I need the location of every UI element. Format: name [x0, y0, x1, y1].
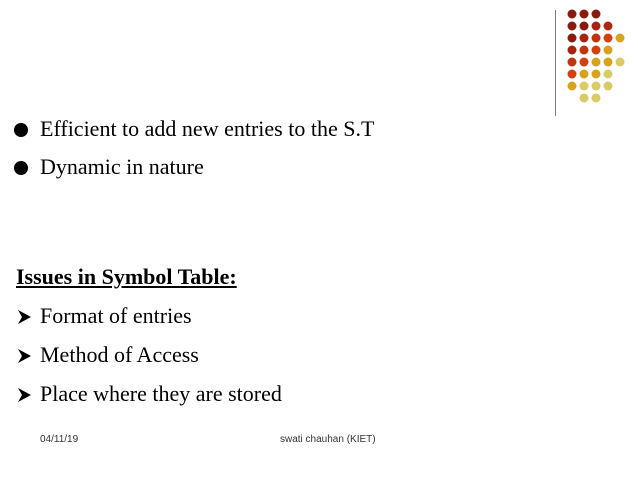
dot	[580, 10, 589, 19]
dot	[604, 46, 613, 55]
dot	[592, 58, 601, 67]
dot	[592, 70, 601, 79]
dot	[580, 46, 589, 55]
dot	[604, 70, 613, 79]
dot	[580, 94, 589, 103]
dot	[580, 34, 589, 43]
dot	[604, 82, 613, 91]
decorative-dot-grid	[0, 0, 638, 110]
footer-date: 04/11/19	[40, 434, 79, 445]
dot	[580, 82, 589, 91]
arrowhead-bullet-icon	[16, 348, 32, 364]
arrowhead-bullet-icon	[16, 387, 32, 403]
bullet-text: Efficient to add new entries to the S.T	[40, 116, 375, 141]
bullet-text: Dynamic in nature	[40, 154, 204, 179]
arrowhead-bullet-icon	[16, 309, 32, 325]
dot	[604, 34, 613, 43]
footer-author: swati chauhan (KIET)	[280, 434, 376, 445]
dot	[592, 82, 601, 91]
dot	[592, 10, 601, 19]
dot	[592, 22, 601, 31]
dot	[592, 46, 601, 55]
bullet-dot-icon	[14, 123, 28, 137]
dot	[568, 70, 577, 79]
dot	[568, 34, 577, 43]
dot	[580, 22, 589, 31]
dot	[580, 58, 589, 67]
issues-heading: Issues in Symbol Table:	[16, 264, 237, 289]
dot	[580, 70, 589, 79]
dot	[592, 94, 601, 103]
issue-text: Place where they are stored	[40, 381, 282, 406]
dot	[568, 46, 577, 55]
dot	[616, 34, 625, 43]
dot	[568, 10, 577, 19]
issue-text: Format of entries	[40, 303, 192, 328]
dot	[616, 58, 625, 67]
dot	[568, 22, 577, 31]
issue-text: Method of Access	[40, 342, 199, 367]
decorative-vertical-line	[555, 10, 556, 116]
dot	[592, 34, 601, 43]
dot	[604, 58, 613, 67]
bullet-dot-icon	[14, 161, 28, 175]
dot	[604, 22, 613, 31]
dot	[568, 58, 577, 67]
dot	[568, 82, 577, 91]
